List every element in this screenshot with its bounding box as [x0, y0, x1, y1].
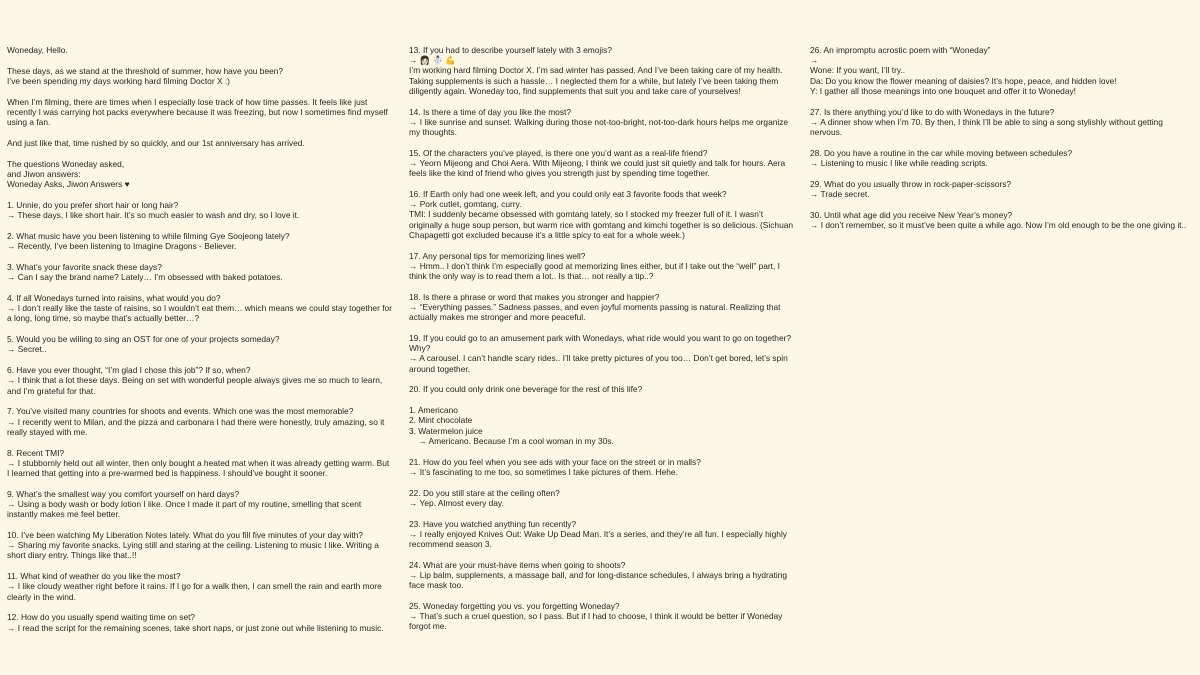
letter-line: Y: I gather all those meanings into one bouquet and offer it to Woneday! — [810, 85, 1077, 96]
letter-line: 2. What music have you been listening to while filming Gye Soojeong lately? — [7, 231, 290, 241]
letter-line: These days, as we stand at the threshold of summer, how have you been? — [7, 65, 284, 76]
letter-paragraph — [409, 384, 794, 394]
letter-line: When I’m filming, there are times when I especially lose track of how time passes. It feels like just recently I was carrying hot packs everywhere because it was freezing, but now I sometimes find myself using a fan. — [7, 96, 391, 128]
letter-paragraph — [7, 530, 392, 561]
letter-line: → Yep. Almost every day. — [409, 497, 504, 508]
letter-line: 14. Is there a time of day you like the most? — [409, 106, 571, 117]
letter-line: 11. What kind of weather do you like the most? — [7, 571, 181, 582]
letter-line: → I don’t really like the taste of raisins, so I wouldn’t eat them… which means we could stay together for a long, long time, so maybe that’s actually better…? — [7, 303, 395, 324]
letter-line: 2. Mint chocolate — [409, 415, 473, 426]
letter-line: 1. Americano — [409, 405, 458, 416]
letter-paragraph — [409, 560, 794, 591]
letter-paragraph — [810, 45, 1195, 96]
letter-paragraph — [7, 231, 392, 251]
letter-paragraph — [810, 107, 1195, 138]
letter-paragraph — [409, 601, 794, 632]
letter-paragraph — [810, 179, 1195, 199]
letter-line: → Trade secret. — [810, 189, 870, 200]
letter-line: → A carousel. I can’t handle scary rides.. I’ll take pretty pictures of you too… Don’t get bored, let’s spin around together. — [409, 353, 791, 374]
letter-paragraph — [409, 457, 794, 477]
letter-line: → Using a body wash or body lotion I like. Once I made it part of my routine, smelling that scent instantly makes me feel better. — [7, 499, 364, 520]
letter-paragraph — [409, 292, 794, 323]
letter-line: 30. Until what age did you receive New Year’s money? — [810, 209, 1013, 220]
letter-line: 22. Do you still stare at the ceiling often? — [409, 487, 560, 498]
letter-line: 18. Is there a phrase or word that makes you stronger and happier? — [409, 291, 660, 302]
letter-line: → Hmm.. I don’t think I’m especially good at memorizing lines either, but if I take out the “well” part, I think the only way is to read them a lot.. Is that… not really a tip..? — [409, 260, 783, 282]
letter-line: 3. What’s your favorite snack these days? — [7, 262, 162, 272]
letter-line: 3. Watermelon juice — [409, 425, 483, 436]
letter-line: 15. Of the characters you’ve played, is there one you’d want as a real-life friend? — [409, 147, 708, 158]
letter-line: 17. Any personal tips for memorizing lines well? — [409, 250, 586, 261]
letter-line: 4. If all Wonedays turned into raisins, what would you do? — [7, 293, 221, 303]
letter-line: 26. An impromptu acrostic poem with “Woneday” — [810, 45, 991, 55]
letter-paragraph — [409, 251, 794, 282]
letter-paragraph — [7, 406, 392, 437]
letter-line: → Americano. Because I’m a cool woman in my 30s. — [409, 435, 614, 446]
letter-line: → I don’t remember, so it must’ve been quite a while ago. Now I’m old enough to be the one giving it.. — [810, 220, 1187, 231]
letter-line: 6. Have you ever thought, “I’m glad I chose this job”? If so, when? — [7, 365, 251, 376]
letter-line: 25. Woneday forgetting you vs. you forgetting Woneday? — [409, 601, 620, 612]
letter-line: → Listening to music I like while reading scripts. — [810, 158, 988, 169]
letter-line: The questions Woneday asked, — [7, 158, 125, 169]
letter-paragraph — [7, 66, 392, 86]
letter-paragraph — [409, 148, 794, 179]
letter-line: → That’s such a cruel question, so I pass. But if I had to choose, I think it would be better if Woneday forgot me. — [409, 611, 785, 632]
letter-paragraph — [7, 489, 392, 520]
letter-line: → Yeorn Mijeong and Choi Aera. With Mijeong, I think we could just sit quietly and talk for hours. Aera feels like the kind of friend who gives you strength just by spending time together. — [409, 158, 788, 179]
letter-line: 5. Would you be willing to sing an OST for one of your projects someday? — [7, 334, 280, 345]
letter-paragraph — [7, 448, 392, 479]
letter-line: 19. If you could go to an amusement park with Wonedays, what ride would you want to go on together? Why? — [409, 333, 794, 354]
letter-line: 10. I’ve been watching My Liberation Notes lately. What do you fill five minutes of your day with? — [7, 530, 363, 541]
letter-line: 13. If you had to describe yourself lately with 3 emojis? — [409, 45, 612, 55]
letter-line: → It’s fascinating to me too, so sometimes I take pictures of them. Hehe. — [409, 466, 678, 477]
letter-paragraph — [810, 148, 1195, 168]
letter-line: → Sharing my favorite snacks. Lying still and staring at the ceiling. Listening to music I like. Writing a short diary entry. Things like that..!! — [7, 540, 382, 561]
letter-line: → I really enjoyed Knives Out: Wake Up Dead Man. It’s a series, and they’re all fun. I especially highly recommend season 3. — [409, 528, 790, 550]
letter-line: Da: Do you know the flower meaning of daisies? It’s hope, peace, and hidden love! — [810, 75, 1117, 86]
letter-line: TMI: I suddenly became obsessed with gomtang lately, so I stocked my freezer full of it. I wasn’t originally a huge soup person, but warm rice with gomtang and kimchi together is so delicious. (Sichuan Chapagetti got excluded because it’s a little spicy to eat for a whole week.) — [409, 209, 796, 240]
letter-line: → — [810, 55, 819, 66]
letter-line: 1. Unnie, do you prefer short hair or long hair? — [7, 200, 179, 210]
letter-paragraph — [7, 334, 392, 354]
letter-paragraph — [7, 200, 392, 220]
letter-line: and Jiwon answers: — [7, 169, 81, 179]
letter-paragraph — [7, 97, 392, 128]
letter-line: 27. Is there anything you’d like to do with Wonedays in the future? — [810, 106, 1055, 117]
letter-paragraph — [409, 405, 794, 446]
letter-line: → “Everything passes.” Sadness passes, and even joyful moments passing is natural. Realizing that actually makes me stronger and more peaceful. — [409, 302, 783, 323]
letter-line: → I stubbornly held out all winter, then only bought a heated mat when it was already getting warm. But I learned that getting into a pre-warmed bed is happiness. I should’ve bought it sooner. — [7, 457, 392, 479]
letter-line: 28. Do you have a routine in the car while moving between schedules? — [810, 147, 1073, 158]
letter-paragraph — [409, 45, 794, 96]
letter-paragraph — [409, 107, 794, 138]
letter-line: → 👩🏻 ☃️ 💪 — [409, 55, 456, 66]
letter-line: 8. Recent TMI? — [7, 447, 65, 458]
letter-line: Woneday Asks, Jiwon Answers ♥ — [7, 179, 130, 190]
letter-paragraph — [7, 571, 392, 602]
letter-line: I’m working hard filming Doctor X. I’m sad winter has passed. And I’ve been taking care of my health. Taking supplements is such a hassle… I neglected them for a while, but lately I’ve been taking them diligently again. Woneday too, find supplements that suit you and take care of yourselves! — [409, 65, 785, 96]
letter-paragraph — [409, 519, 794, 550]
letter-line: → Recently, I’ve been listening to Imagine Dragons - Believer. — [7, 241, 237, 252]
letter-paragraph — [7, 612, 392, 632]
letter-column-3 — [810, 45, 1195, 241]
letter-line: 12. How do you usually spend waiting time on set? — [7, 612, 196, 623]
letter-column-2 — [409, 45, 794, 642]
letter-paragraph — [409, 333, 794, 374]
letter-line: 20. If you could only drink one beverage for the rest of this life? — [409, 384, 643, 395]
letter-paragraph — [409, 189, 794, 240]
letter-line: 7. You’ve visited many countries for shoots and events. Which one was the most memorable? — [7, 406, 354, 417]
letter-paragraph — [810, 210, 1195, 230]
letter-line: → I read the script for the remaining scenes, take short naps, or just zone out while listening to music. — [7, 622, 384, 633]
letter-line: → I like sunrise and sunset. Walking during those not-too-bright, not-too-dark hours helps me organize my thoughts. — [409, 116, 791, 138]
letter-line: → I recently went to Milan, and the pizza and carbonara I had there were honestly, truly amazing, so it really stayed with me. — [7, 416, 387, 437]
letter-paragraph — [7, 138, 392, 148]
letter-paragraph — [409, 488, 794, 508]
letter-paragraph — [7, 365, 392, 396]
letter-line: → These days, I like short hair. It’s so much easier to wash and dry, so I love it. — [7, 210, 300, 221]
letter-line: → I think that a lot these days. Being on set with wonderful people always gives me so much to learn, and I’m grateful for that. — [7, 375, 385, 396]
letter-line: → A dinner show when I’m 70. By then, I think I’ll be able to sing a song stylishly without getting nervous. — [810, 116, 1166, 138]
letter-column-1 — [7, 45, 395, 643]
letter-line: I’ve been spending my days working hard filming Doctor X :) — [7, 76, 230, 86]
letter-paragraph — [7, 45, 392, 55]
letter-line: → Can I say the brand name? Lately… I’m obsessed with baked potatoes. — [7, 272, 283, 283]
letter-line: Wone: If you want, I’ll try.. — [810, 65, 906, 76]
letter-line: 24. What are your must-have items when going to shoots? — [409, 559, 626, 570]
letter-line: And just like that, time rushed by so quickly, and our 1st anniversary has arrived. — [7, 138, 305, 148]
letter-line: 9. What’s the smallest way you comfort yourself on hard days? — [7, 488, 240, 499]
letter-line: 29. What do you usually throw in rock-paper-scissors? — [810, 178, 1012, 189]
letter-paragraph — [7, 293, 395, 324]
letter-paragraph — [7, 262, 392, 282]
letter-line: 23. Have you watched anything fun recently? — [409, 518, 577, 529]
letter-line: → I like cloudy weather right before it rains. If I go for a walk then, I can smell the rain and earth more clearly in the wind. — [7, 581, 385, 602]
letter-line: Woneday, Hello. — [7, 45, 68, 55]
letter-line: → Secret.. — [7, 344, 47, 355]
letter-line: → Lip balm, supplements, a massage ball, and for long-distance schedules, I always bring a hydrating face mask too. — [409, 570, 790, 591]
letter-paragraph — [7, 159, 392, 190]
letter-line: → Pork cutlet, gomtang, curry. — [409, 199, 522, 210]
letter-line: 21. How do you feel when you see ads with your face on the street or in malls? — [409, 456, 701, 467]
letter-line: 16. If Earth only had one week left, and you could only eat 3 favorite foods that week? — [409, 189, 727, 200]
